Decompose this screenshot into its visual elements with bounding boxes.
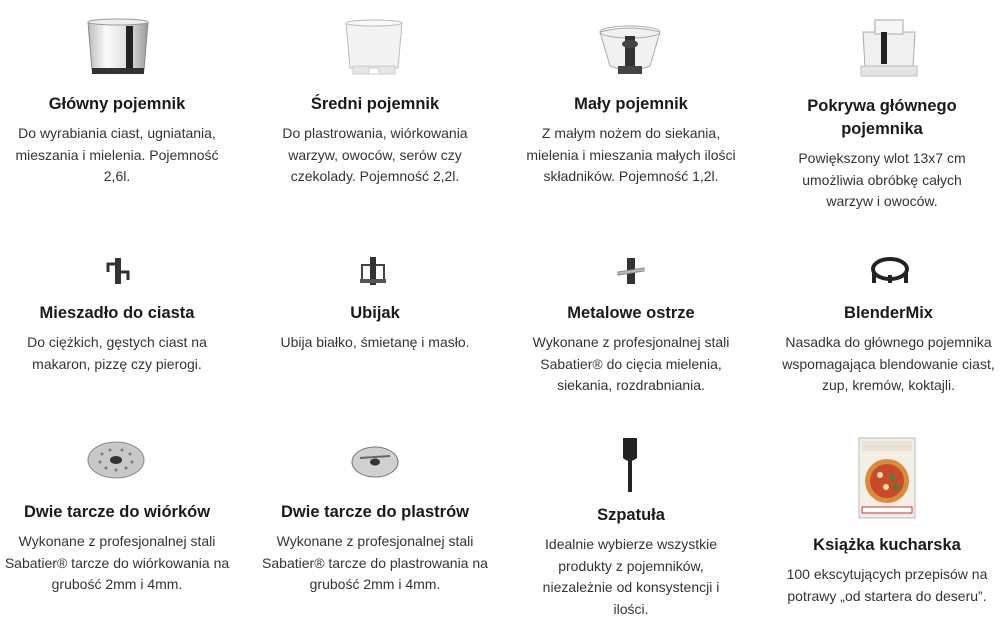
item-description: 100 ekscytujących przepisów na potrawy „od startera do deseru”. (786, 566, 988, 604)
item-spatula (518, 504, 744, 620)
medium-bowl-icon (343, 18, 405, 78)
item-description: Do ciężkich, gęstych ciast na makaron, pizzę czy pierogi. (27, 334, 207, 372)
item-title: Główny pojemnik (48, 95, 186, 113)
item-description: Wykonane z profesjonalnej stali Sabatier® do cięcia mielenia, siekania, rozdrabniania. (532, 334, 730, 393)
item-title: Mieszadło do ciasta (39, 304, 195, 322)
item-title: Ubijak (350, 304, 400, 322)
item-title: Książka kucharska (813, 536, 961, 554)
metal-blade-icon (616, 256, 646, 286)
main-bowl-icon (84, 18, 152, 78)
item-description: Powiększony wlot 13x7 cm umożliwia obróbkę całych warzyw i owoców. (798, 150, 966, 209)
item-grating-discs (0, 501, 234, 596)
item-title: Mały pojemnik (574, 95, 688, 113)
whisk-icon (358, 255, 388, 287)
item-title: Pokrywa głównego pojemnika (807, 97, 957, 138)
cookbook-icon (858, 437, 916, 519)
item-description: Wykonane z profesjonalnej stali Sabatier® tarcze do plastrowania na grubość 2mm i 4mm. (262, 533, 488, 592)
blendermix-icon (869, 255, 911, 285)
item-small-bowl (516, 93, 746, 188)
item-description: Wykonane z profesjonalnej stali Sabatier® tarcze do wiórkowania na grubość 2mm i 4mm. (4, 533, 230, 592)
item-medium-bowl (262, 93, 488, 188)
item-dough-hook (4, 302, 230, 375)
item-title: Szpatuła (597, 506, 665, 524)
item-title: BlenderMix (844, 304, 933, 322)
dough-hook-icon (104, 256, 132, 286)
item-title: Metalowe ostrze (567, 304, 695, 322)
item-description: Nasadka do głównego pojemnika wspomagająca blendowanie ciast, zup, kremów, koktajli. (782, 334, 995, 393)
small-bowl-icon (598, 20, 662, 78)
item-description: Do plastrowania, wiórkowania warzyw, owoców, serów czy czekolady. Pojemność 2,2l. (282, 125, 468, 184)
item-main-bowl (0, 93, 234, 188)
item-cookbook (772, 534, 1002, 607)
item-blendermix (774, 302, 1003, 397)
item-description: Z małym nożem do siekania, mielenia i mieszania małych ilości składników. Pojemność 1,2l. (526, 125, 736, 184)
slicing-disc-icon (350, 444, 400, 480)
item-slicing-discs (258, 501, 492, 596)
item-whisk (262, 302, 488, 354)
item-title: Średni pojemnik (310, 95, 440, 113)
item-metal-blade (516, 302, 746, 397)
item-title: Dwie tarcze do wiórków (23, 503, 211, 521)
item-description: Ubija białko, śmietanę i masło. (280, 334, 470, 350)
item-description: Do wyrabiania ciast, ugniatania, mieszania i mielenia. Pojemność 2,6l. (15, 125, 219, 184)
grating-disc-icon (86, 438, 146, 482)
spatula-icon (620, 436, 640, 494)
item-lid (784, 95, 980, 213)
item-description: Idealnie wybierze wszystkie produkty z pojemników, niezależnie od konsystencji i ilości. (542, 536, 720, 617)
lid-icon (857, 18, 921, 80)
item-title: Dwie tarcze do plastrów (281, 503, 469, 521)
